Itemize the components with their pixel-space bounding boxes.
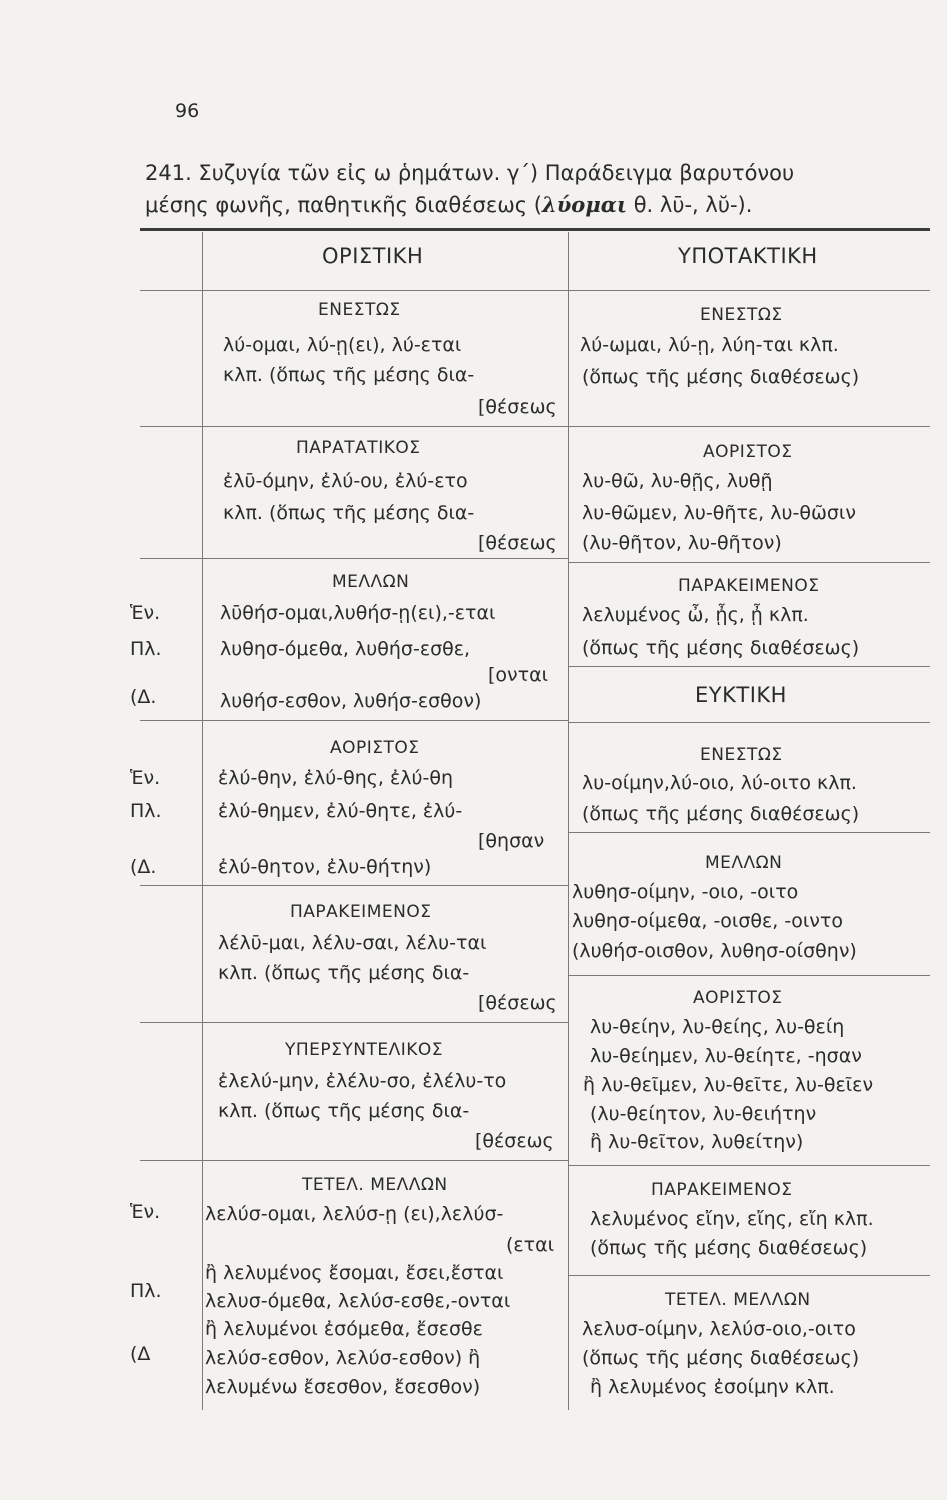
left-aoristos-line: ἐλύ-θημεν, ἐλύ-θητε, ἐλύ- [218, 800, 463, 822]
right-opt-aoristos-line: λυ-θείημεν, λυ-θείητε, -ησαν [590, 1045, 862, 1067]
right-aoristos-line: λυ-θῶ, λυ-θῇς, λυθῇ [582, 470, 773, 492]
right-opt-aoristos-line: ἢ λυ-θεῖτον, λυθείτην) [590, 1131, 804, 1153]
heading-lemma: λύομαι [542, 192, 628, 217]
right-opt-parakeimenos-line: λελυμένος εἴην, εἴης, εἴη κλπ. [590, 1208, 874, 1230]
right-opt-tetel-line: λελυσ-οίμην, λελύσ-οιο,-οιτο [582, 1318, 856, 1340]
left-tetel-mellon-line: λελύσ-εσθον, λελύσ-εσθον) ἢ [205, 1347, 481, 1369]
margin-label-singular: Ἑν. [130, 1201, 161, 1223]
left-tetel-mellon-line: λελυσ-όμεθα, λελύσ-εσθε,-ονται [205, 1290, 511, 1312]
right-opt-enestos-line: (ὅπως τῆς μέσης διαθέσεως) [582, 803, 860, 825]
right-opt-mellon-title: ΜΕΛΛΩΝ [705, 853, 783, 873]
left-parakeimenos-line: λέλῡ-μαι, λέλυ-σαι, λέλυ-ται [218, 932, 487, 954]
left-paratatikos-title: ΠΑΡΑΤΑΤΙΚΟΣ [296, 438, 421, 458]
left-aoristos-line: ἐλύ-θητον, ἐλυ-θήτην) [218, 856, 432, 878]
left-enestos-line: κλπ. (ὅπως τῆς μέσης δια- [223, 364, 475, 386]
right-aoristos-title: ΑΟΡΙΣΤΟΣ [703, 442, 793, 462]
left-parakeimenos-line: [θέσεως [478, 992, 557, 1014]
left-aoristos-title: ΑΟΡΙΣΤΟΣ [330, 738, 420, 758]
heading-line-2-pre: μέσης φωνῆς, παθητικῆς διαθέσεως ( [145, 193, 543, 217]
left-row-rule-6 [140, 1160, 568, 1161]
right-enestos-line: λύ-ωμαι, λύ-ῃ, λύη-ται κλπ. [580, 334, 839, 356]
left-hypersyntelikos-line: [θέσεως [475, 1130, 554, 1152]
left-enestos-line: λύ-ομαι, λύ-ῃ(ει), λύ-εται [223, 334, 462, 356]
left-aoristos-line: [θησαν [478, 830, 545, 852]
right-opt-enestos-line: λυ-οίμην,λύ-οιο, λύ-οιτο κλπ. [582, 772, 857, 794]
right-row-rule-5 [568, 832, 930, 833]
margin-label-dual: (Δ. [130, 856, 157, 878]
right-parakeimenos-line: λελυμένος ὦ, ᾖς, ᾖ κλπ. [582, 604, 809, 626]
right-opt-aoristos-line: ἢ λυ-θεῖμεν, λυ-θεῖτε, λυ-θεῖεν [583, 1074, 874, 1096]
right-opt-aoristos-line: λυ-θείην, λυ-θείης, λυ-θείη [590, 1016, 845, 1038]
left-hypersyntelikos-title: ΥΠΕΡΣΥΝΤΕΛΙΚΟΣ [285, 1040, 444, 1060]
margin-label-dual: (Δ [130, 1343, 151, 1365]
left-hypersyntelikos-line: ἐλελύ-μην, ἐλέλυ-σο, ἐλέλυ-το [218, 1070, 507, 1092]
left-hypersyntelikos-line: κλπ. (ὅπως τῆς μέσης δια- [218, 1100, 470, 1122]
left-row-rule-1 [140, 426, 568, 427]
right-row-rule-6 [568, 975, 930, 976]
left-tetel-mellon-line: ἢ λελυμένος ἔσομαι, ἔσει,ἔσται [205, 1262, 504, 1284]
optative-column-title: ΕΥΚΤΙΚΗ [695, 683, 787, 707]
right-row-rule-3 [568, 666, 930, 667]
column-header-rule [140, 290, 930, 291]
left-row-rule-3 [140, 720, 568, 721]
heading-rule [140, 228, 930, 231]
right-aoristos-line: (λυ-θῆτον, λυ-θῆτον) [582, 532, 782, 554]
center-column-divider [568, 232, 569, 1410]
right-row-rule-8 [568, 1275, 930, 1276]
right-parakeimenos-line: (ὅπως τῆς μέσης διαθέσεως) [582, 637, 860, 659]
right-aoristos-line: λυ-θῶμεν, λυ-θῆτε, λυ-θῶσιν [582, 502, 856, 524]
heading-line-1: 241. Συζυγία τῶν εἰς ω ῥημάτων. γ΄) Παράδειγμα βαρυτόνου [145, 161, 795, 185]
right-parakeimenos-title: ΠΑΡΑΚΕΙΜΕΝΟΣ [678, 576, 820, 596]
left-enestos-title: ΕΝΕΣΤΩΣ [318, 300, 401, 320]
right-opt-mellon-line: λυθησ-οίμεθα, -οισθε, -οιντο [572, 910, 843, 932]
right-row-rule-1 [568, 426, 930, 427]
right-opt-mellon-line: (λυθήσ-οισθον, λυθησ-οίσθην) [572, 940, 857, 962]
indicative-column-title: ΟΡΙΣΤΙΚΗ [322, 244, 424, 268]
right-enestos-line: (ὅπως τῆς μέσης διαθέσεως) [582, 366, 860, 388]
left-parakeimenos-line: κλπ. (ὅπως τῆς μέσης δια- [218, 962, 470, 984]
heading-line-2 [145, 189, 794, 221]
right-row-rule-2 [568, 562, 930, 563]
left-paratatikos-line: κλπ. (ὅπως τῆς μέσης δια- [223, 502, 475, 524]
page-number: 96 [175, 100, 200, 122]
heading-line-2-post: θ. λῡ-, λῠ-). [627, 193, 753, 217]
left-parakeimenos-title: ΠΑΡΑΚΕΙΜΕΝΟΣ [290, 902, 432, 922]
left-tetel-mellon-line: (εται [506, 1234, 555, 1256]
left-mellon-title: ΜΕΛΛΩΝ [332, 572, 410, 592]
left-aoristos-line: ἐλύ-θην, ἐλύ-θης, ἐλύ-θη [218, 767, 454, 789]
section-heading [145, 158, 794, 221]
right-opt-aoristos-title: ΑΟΡΙΣΤΟΣ [693, 988, 783, 1008]
margin-label-dual: (Δ. [130, 686, 157, 708]
margin-label-singular: Ἑν. [130, 602, 161, 624]
left-mellon-line: [ονται [488, 664, 549, 686]
left-row-rule-5 [140, 1022, 568, 1023]
right-opt-enestos-title: ΕΝΕΣΤΩΣ [700, 745, 783, 765]
right-opt-tetel-line: (ὅπως τῆς μέσης διαθέσεως) [582, 1347, 860, 1369]
right-enestos-title: ΕΝΕΣΤΩΣ [700, 305, 783, 325]
left-row-rule-4 [140, 885, 568, 886]
left-tetel-mellon-title: ΤΕΤΕΛ. ΜΕΛΛΩΝ [302, 1175, 448, 1195]
right-opt-mellon-line: λυθησ-οίμην, -οιο, -οιτο [572, 881, 799, 903]
margin-label-singular: Ἑν. [130, 767, 161, 789]
left-tetel-mellon-line: λελυμένω ἔσεσθον, ἔσεσθον) [205, 1376, 481, 1398]
left-row-rule-2 [140, 558, 568, 559]
left-column-divider [202, 232, 203, 1410]
right-row-rule-4 [568, 722, 930, 723]
left-paratatikos-line: ἐλῡ-όμην, ἐλύ-ου, ἐλύ-ετο [223, 470, 468, 492]
right-opt-parakeimenos-title: ΠΑΡΑΚΕΙΜΕΝΟΣ [651, 1180, 793, 1200]
right-opt-tetel-title: ΤΕΤΕΛ. ΜΕΛΛΩΝ [665, 1290, 811, 1310]
left-mellon-line: λυθήσ-εσθον, λυθήσ-εσθον) [220, 690, 482, 712]
left-tetel-mellon-line: λελύσ-ομαι, λελύσ-ῃ (ει),λελύσ- [205, 1203, 504, 1225]
right-opt-tetel-line: ἢ λελυμένος ἐσοίμην κλπ. [590, 1376, 835, 1398]
left-enestos-line: [θέσεως [478, 396, 557, 418]
right-opt-aoristos-line: (λυ-θείητον, λυ-θειήτην [590, 1103, 817, 1125]
right-row-rule-7 [568, 1165, 930, 1166]
left-mellon-line: λῡθήσ-ομαι,λυθήσ-ῃ(ει),-εται [220, 602, 496, 624]
margin-label-plural: Πλ. [130, 800, 162, 822]
left-mellon-line: λυθησ-όμεθα, λυθήσ-εσθε, [220, 638, 471, 660]
margin-label-plural: Πλ. [130, 1280, 162, 1302]
left-tetel-mellon-line: ἢ λελυμένοι ἐσόμεθα, ἔσεσθε [205, 1318, 483, 1340]
margin-label-plural: Πλ. [130, 638, 162, 660]
subjunctive-column-title: ΥΠΟΤΑΚΤΙΚΗ [678, 244, 818, 268]
right-opt-parakeimenos-line: (ὅπως τῆς μέσης διαθέσεως) [590, 1237, 868, 1259]
left-paratatikos-line: [θέσεως [478, 532, 557, 554]
